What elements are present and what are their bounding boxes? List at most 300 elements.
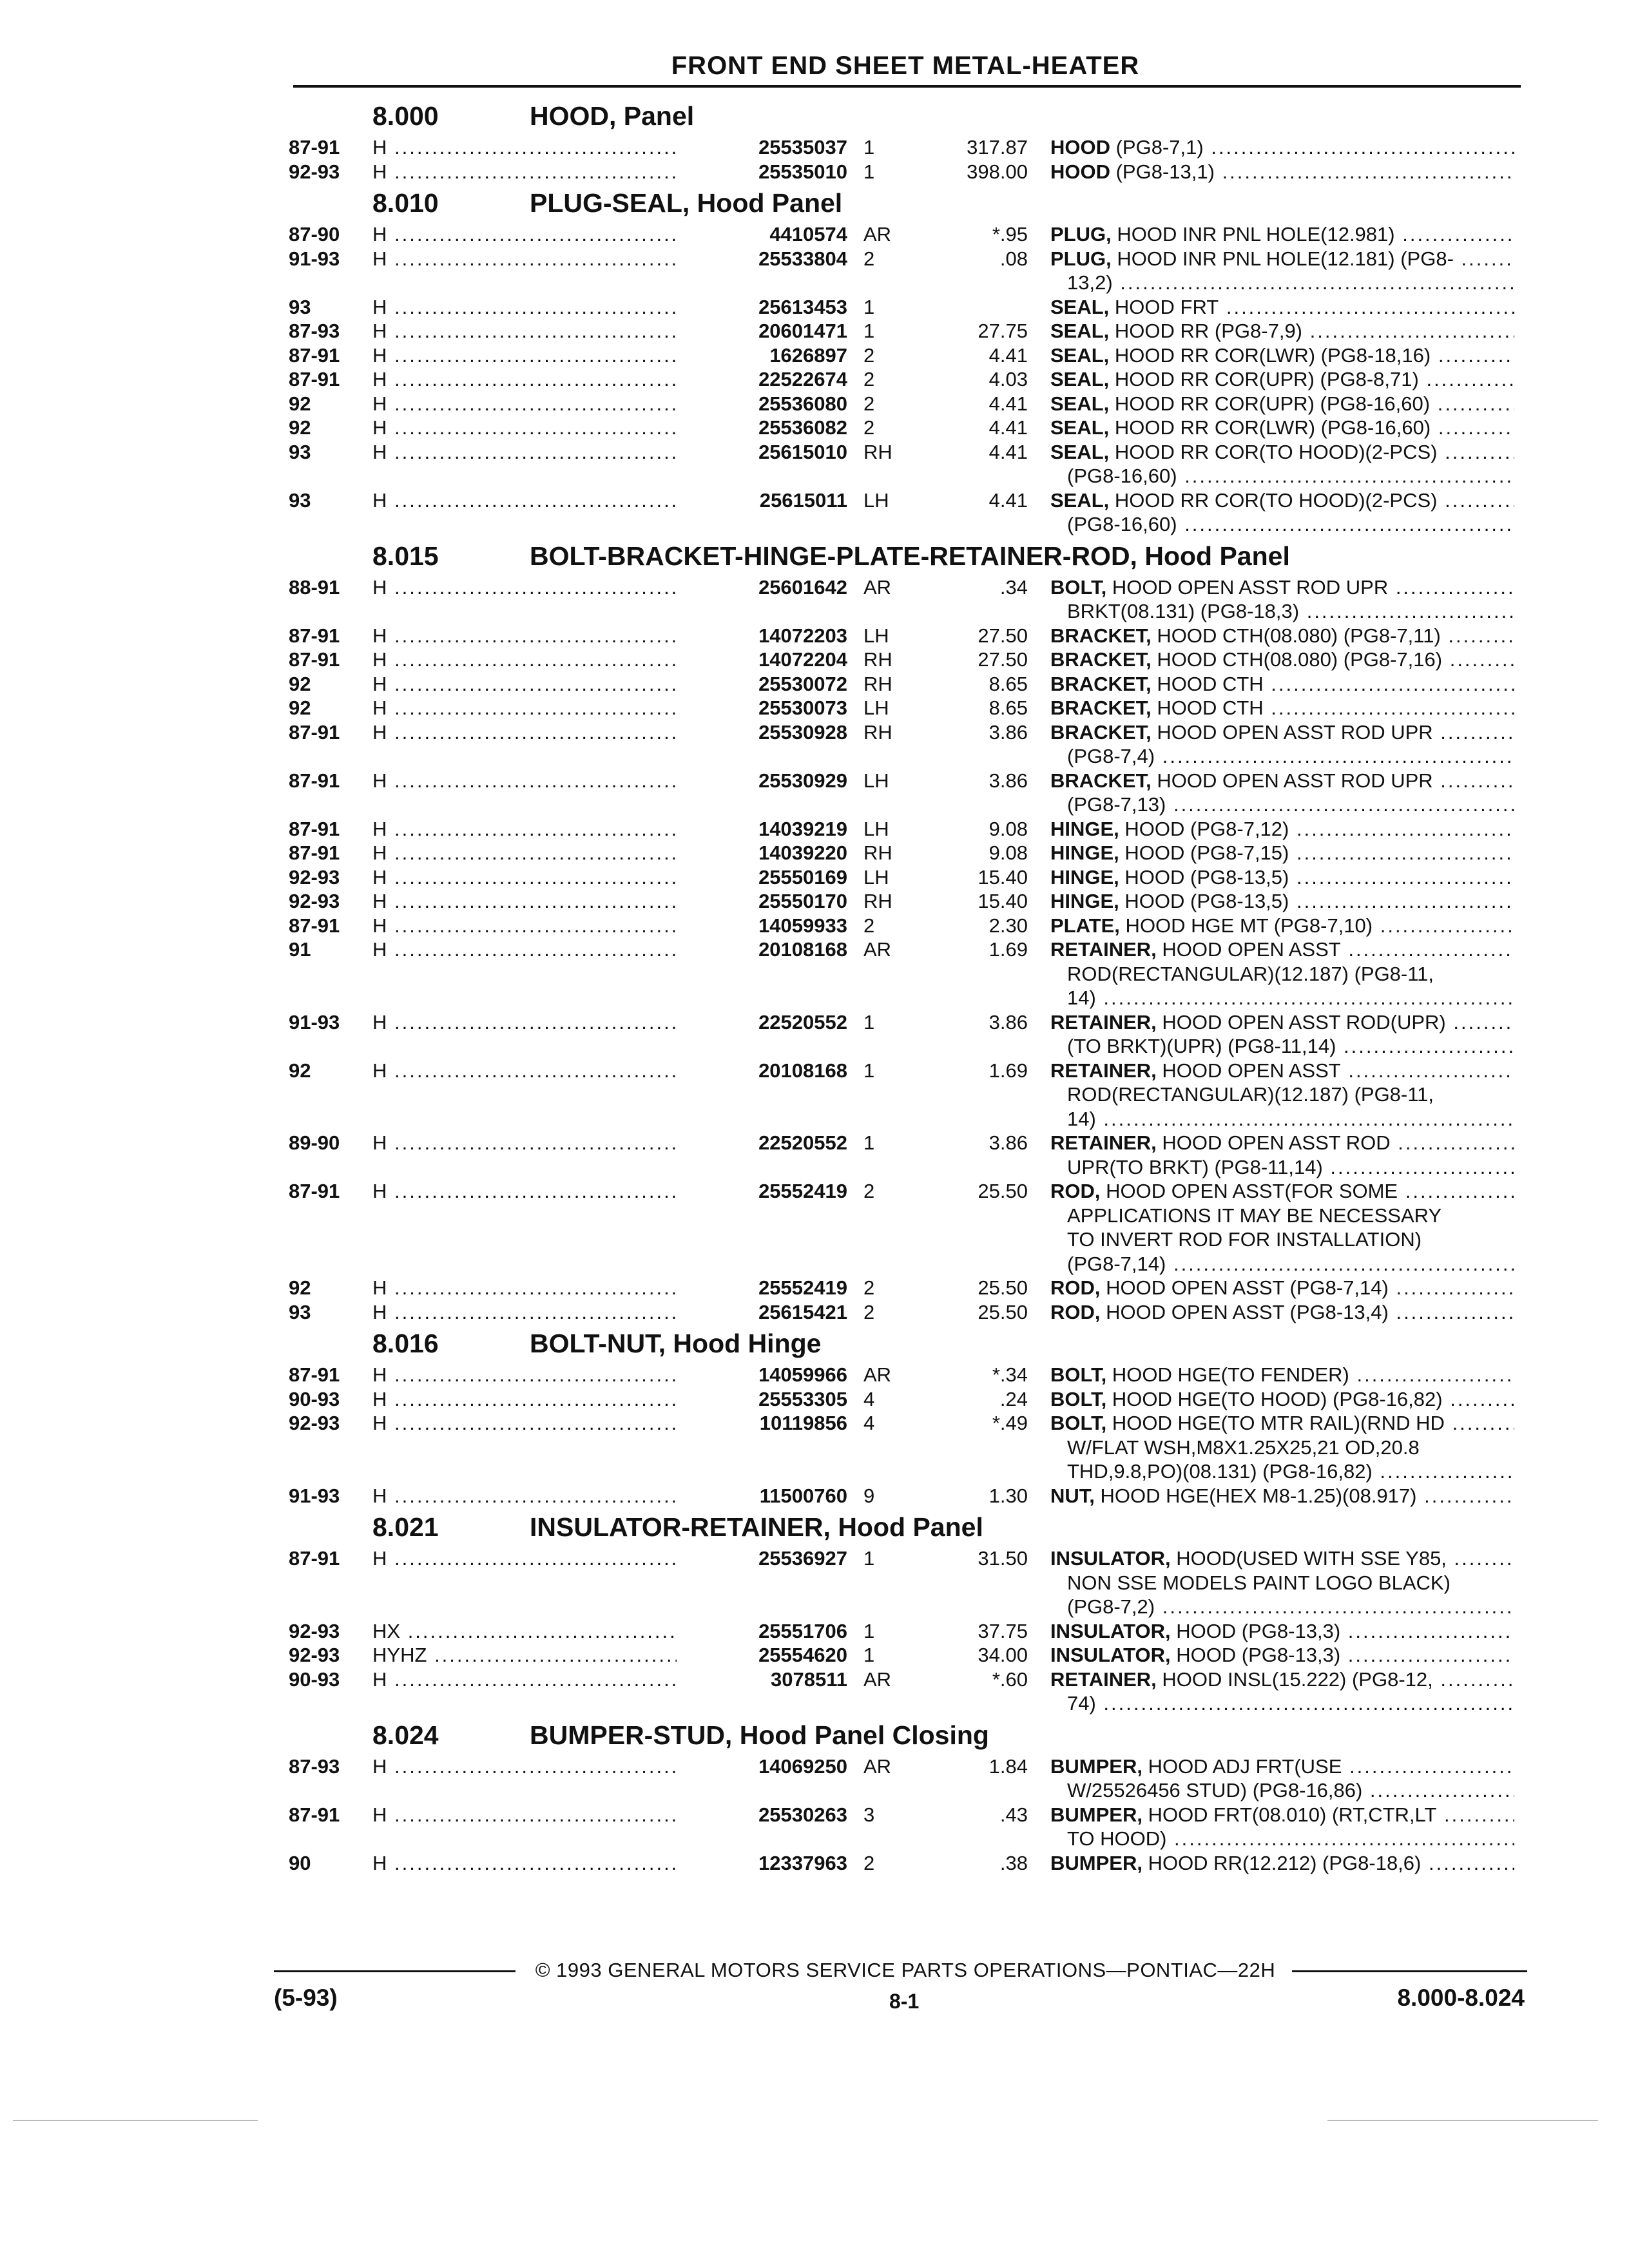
part-description — [1050, 841, 1514, 865]
quantity: 2 — [863, 247, 875, 270]
part-row — [0, 1667, 1629, 1692]
body-style: H ..... — [372, 1546, 724, 1571]
section-range: 8.000-8.024 — [1397, 1984, 1525, 2011]
part-description-text: HOOD OPEN ASST — [1156, 938, 1341, 961]
model-years: 92 — [289, 697, 311, 719]
part-row-continuation — [0, 512, 1629, 537]
section-title: BUMPER-STUD, Hood Panel Closing — [530, 1720, 989, 1750]
part-name: BUMPER, — [1050, 1754, 1142, 1778]
part-row-continuation — [0, 1436, 1629, 1460]
part-name: PLATE, — [1050, 914, 1120, 937]
section-title: BOLT-BRACKET-HINGE-PLATE-RETAINER-ROD, Hood Panel — [530, 541, 1290, 571]
part-description — [1050, 937, 1514, 962]
model-years: 89-90 — [289, 1131, 340, 1154]
part-name: RETAINER, — [1050, 1010, 1157, 1033]
quantity: 2 — [863, 1300, 875, 1323]
part-number: 14069250 — [677, 1754, 847, 1779]
price: 27.50 — [978, 624, 1028, 647]
part-row — [0, 1131, 1629, 1155]
model-years: 87-91 — [289, 914, 340, 937]
price: 8.65 — [988, 697, 1028, 719]
price: 25.50 — [978, 1180, 1028, 1202]
model-years: 91 — [289, 938, 311, 961]
price: 1.30 — [988, 1484, 1028, 1507]
model-years: 91-93 — [289, 1484, 340, 1507]
model-years: 90-93 — [289, 1387, 340, 1410]
section-header — [0, 184, 1629, 222]
part-row — [0, 817, 1629, 841]
part-description — [1050, 1484, 1514, 1508]
part-row-continuation — [0, 1571, 1629, 1595]
section-number: 8.021 — [372, 1512, 439, 1542]
part-description-continued: W/FLAT WSH,M8X1.25X25,21 OD,20.8 — [1067, 1436, 1420, 1459]
part-number: 25552419 — [677, 1179, 847, 1204]
part-row-continuation — [0, 986, 1629, 1010]
part-row — [0, 575, 1629, 600]
part-number: 14039220 — [677, 841, 847, 865]
part-description — [1050, 672, 1514, 697]
part-description-continued: 14) ..... — [1067, 1107, 1514, 1131]
price: 31.50 — [978, 1547, 1028, 1570]
part-name: HOOD — [1050, 160, 1110, 183]
price: 37.75 — [978, 1619, 1028, 1642]
model-years: 87-91 — [289, 817, 340, 840]
part-name: BRACKET, — [1050, 672, 1152, 695]
quantity: AR — [863, 938, 892, 961]
part-number: 14059933 — [677, 914, 847, 938]
part-description-continued: TO HOOD) ..... — [1067, 1827, 1514, 1851]
quantity: 1 — [863, 1547, 875, 1570]
part-row — [0, 367, 1629, 392]
part-row-continuation — [0, 1227, 1629, 1252]
part-description — [1050, 1387, 1514, 1412]
body-style: H ..... — [372, 160, 724, 184]
body-style: H ..... — [372, 222, 724, 247]
part-row — [0, 865, 1629, 890]
price: 1.69 — [988, 1059, 1028, 1082]
quantity: 1 — [863, 295, 875, 318]
part-number: 25536927 — [677, 1546, 847, 1571]
part-row — [0, 648, 1629, 672]
model-years: 92-93 — [289, 865, 340, 889]
quantity: 2 — [863, 392, 875, 415]
part-row-continuation — [0, 1691, 1629, 1716]
body-style: H ..... — [372, 1484, 724, 1508]
part-number: 25550169 — [677, 865, 847, 890]
part-description-continued: ROD(RECTANGULAR)(12.187) (PG8-11, — [1067, 962, 1434, 985]
quantity: LH — [863, 769, 889, 792]
part-description-continued: THD,9.8,PO)(08.131) (PG8-16,82) ..... — [1067, 1459, 1514, 1484]
quantity: 1 — [863, 1059, 875, 1082]
part-row — [0, 1643, 1629, 1667]
part-description-continued: BRKT(08.131) (PG8-18,3) ..... — [1067, 599, 1514, 624]
part-description-continued: (PG8-7,13) ..... — [1067, 793, 1514, 817]
price: 4.41 — [988, 488, 1028, 512]
part-description-text: HOOD (PG8-13,5) — [1119, 890, 1289, 912]
part-description — [1050, 135, 1514, 160]
part-description-text: HOOD CTH — [1151, 672, 1264, 695]
part-row — [0, 247, 1629, 271]
quantity: 2 — [863, 1851, 875, 1874]
part-description — [1050, 1363, 1514, 1387]
part-description — [1050, 1300, 1514, 1325]
price: 4.41 — [988, 416, 1028, 439]
part-description — [1050, 624, 1514, 648]
section-title: HOOD, Panel — [530, 101, 695, 131]
model-years: 87-91 — [289, 720, 340, 744]
price: 9.08 — [988, 817, 1028, 840]
part-name: HINGE, — [1050, 841, 1119, 864]
model-years: 92 — [289, 672, 311, 695]
body-style: H ..... — [372, 1667, 724, 1692]
model-years: 92-93 — [289, 1644, 340, 1666]
price: 4.41 — [988, 392, 1028, 415]
part-row-continuation — [0, 1204, 1629, 1228]
body-style: H ..... — [372, 488, 724, 513]
part-row-continuation — [0, 1778, 1629, 1803]
quantity: 1 — [863, 1010, 875, 1033]
part-row-continuation — [0, 744, 1629, 769]
part-description-text: HOOD HGE(TO HOOD) (PG8-16,82) — [1106, 1387, 1443, 1410]
body-style: H ..... — [372, 1276, 724, 1300]
section-title: PLUG-SEAL, Hood Panel — [530, 188, 843, 218]
part-name: ROD, — [1050, 1276, 1101, 1299]
part-row-continuation — [0, 1827, 1629, 1851]
part-name: BOLT, — [1050, 1412, 1107, 1434]
part-number: 25615011 — [677, 488, 847, 513]
part-description — [1050, 1667, 1514, 1692]
model-years: 87-91 — [289, 769, 340, 792]
part-description-text: HOOD (PG8-13,3) — [1170, 1644, 1341, 1666]
price: 3.86 — [988, 769, 1028, 792]
part-number: 25552419 — [677, 1276, 847, 1300]
part-description — [1050, 575, 1514, 600]
part-description — [1050, 1276, 1514, 1300]
model-years: 87-91 — [289, 1803, 340, 1826]
part-number: 20108168 — [677, 1059, 847, 1083]
part-description — [1050, 769, 1514, 793]
price: 317.87 — [967, 136, 1028, 159]
part-name: BRACKET, — [1050, 624, 1152, 647]
part-description — [1050, 720, 1514, 745]
body-style: H ..... — [372, 319, 724, 343]
part-description-continued: (PG8-16,60) ..... — [1067, 512, 1514, 537]
part-row-continuation — [0, 1252, 1629, 1276]
part-row — [0, 1059, 1629, 1083]
price: 4.41 — [988, 440, 1028, 463]
part-description-text: HOOD(USED WITH SSE Y85, — [1170, 1547, 1447, 1570]
date-code: (5-93) — [274, 1984, 338, 2011]
part-description-continued: 14) ..... — [1067, 986, 1514, 1010]
part-name: PLUG, — [1050, 247, 1112, 270]
part-name: BUMPER, — [1050, 1851, 1142, 1874]
body-style: H ..... — [372, 889, 724, 914]
model-years: 92-93 — [289, 890, 340, 912]
part-name: SEAL, — [1050, 392, 1110, 415]
part-row — [0, 295, 1629, 320]
part-row — [0, 1300, 1629, 1325]
part-row — [0, 696, 1629, 720]
price: 25.50 — [978, 1276, 1028, 1299]
body-style: H ..... — [372, 1059, 724, 1083]
quantity: 3 — [863, 1803, 875, 1826]
model-years: 92 — [289, 392, 311, 415]
part-row-continuation — [0, 1595, 1629, 1619]
model-years: 91-93 — [289, 247, 340, 270]
part-name: INSULATOR, — [1050, 1619, 1171, 1642]
body-style: H ..... — [372, 769, 724, 793]
part-row — [0, 1179, 1629, 1204]
part-row-continuation — [0, 464, 1629, 488]
part-row — [0, 1803, 1629, 1827]
part-row — [0, 416, 1629, 440]
part-row — [0, 1484, 1629, 1508]
price: 8.65 — [988, 672, 1028, 695]
part-description — [1050, 392, 1514, 416]
body-style: H ..... — [372, 937, 724, 962]
price: 3.86 — [988, 720, 1028, 744]
part-name: ROD, — [1050, 1300, 1101, 1323]
part-row — [0, 672, 1629, 697]
part-name: HINGE, — [1050, 817, 1119, 840]
price: .24 — [999, 1387, 1028, 1410]
part-description-continued: ROD(RECTANGULAR)(12.187) (PG8-11, — [1067, 1083, 1434, 1106]
part-row — [0, 1387, 1629, 1412]
page-title: FRONT END SHEET METAL-HEATER — [671, 52, 1140, 80]
quantity: LH — [863, 817, 889, 840]
part-number: 25551706 — [677, 1619, 847, 1644]
body-style: H ..... — [372, 696, 724, 720]
price: 3.86 — [988, 1131, 1028, 1154]
body-style: H ..... — [372, 817, 724, 841]
quantity: 4 — [863, 1387, 875, 1410]
part-row-continuation — [0, 1034, 1629, 1059]
quantity: RH — [863, 890, 892, 912]
part-description — [1050, 440, 1514, 465]
part-description-text: (PG8-7,1) — [1110, 136, 1204, 159]
body-style: H ..... — [372, 392, 724, 416]
part-name: SEAL, — [1050, 320, 1110, 342]
model-years: 90-93 — [289, 1667, 340, 1691]
quantity: LH — [863, 488, 889, 512]
part-row — [0, 914, 1629, 938]
price: 398.00 — [967, 160, 1028, 183]
part-description-continued: NON SSE MODELS PAINT LOGO BLACK) — [1067, 1571, 1451, 1594]
part-description — [1050, 1851, 1514, 1876]
model-years: 87-91 — [289, 841, 340, 864]
part-description-text: (PG8-13,1) — [1110, 160, 1215, 183]
scan-artifact — [13, 2120, 258, 2121]
model-years: 91-93 — [289, 1010, 340, 1033]
part-number: 25613453 — [677, 295, 847, 320]
quantity: 2 — [863, 343, 875, 367]
part-description-continued: (PG8-16,60) ..... — [1067, 464, 1514, 488]
model-years: 93 — [289, 440, 311, 463]
copyright-notice: © 1993 GENERAL MOTORS SERVICE PARTS OPERATIONS—PONTIAC—22H — [535, 1959, 1276, 1981]
part-name: BRACKET, — [1050, 769, 1152, 792]
part-row-continuation — [0, 962, 1629, 986]
section-header — [0, 537, 1629, 575]
part-description-text: HOOD RR COR(UPR) (PG8-16,60) — [1109, 392, 1431, 415]
part-number: 11500760 — [677, 1484, 847, 1508]
model-years: 93 — [289, 295, 311, 318]
part-name: HOOD — [1050, 136, 1110, 159]
price: 27.50 — [978, 648, 1028, 671]
part-name: RETAINER, — [1050, 1059, 1157, 1082]
part-name: SEAL, — [1050, 416, 1110, 439]
body-style: H ..... — [372, 367, 724, 392]
part-description — [1050, 1546, 1514, 1571]
part-row — [0, 769, 1629, 793]
part-description — [1050, 1643, 1514, 1667]
part-number: 20601471 — [677, 319, 847, 343]
body-style: H ..... — [372, 672, 724, 697]
model-years: 87-93 — [289, 320, 340, 342]
part-row — [0, 1363, 1629, 1387]
part-name: PLUG, — [1050, 223, 1112, 245]
part-number: 1626897 — [677, 343, 847, 368]
model-years: 92-93 — [289, 1619, 340, 1642]
part-description — [1050, 1754, 1514, 1779]
part-description-text: HOOD INSL(15.222) (PG8-12, — [1156, 1667, 1433, 1691]
quantity: AR — [863, 1754, 892, 1778]
part-number: 25615010 — [677, 440, 847, 465]
model-years: 87-91 — [289, 1363, 340, 1386]
part-description — [1050, 889, 1514, 914]
part-number: 25536082 — [677, 416, 847, 440]
part-description-text: HOOD ADJ FRT(USE — [1142, 1754, 1342, 1778]
price: 2.30 — [988, 914, 1028, 937]
part-row-continuation — [0, 1155, 1629, 1180]
part-name: RETAINER, — [1050, 1667, 1157, 1691]
part-row — [0, 937, 1629, 962]
part-description-text: HOOD RR COR(LWR) (PG8-16,60) — [1109, 416, 1431, 439]
body-style: H ..... — [372, 1131, 724, 1155]
part-description — [1050, 1059, 1514, 1083]
model-years: 92 — [289, 1276, 311, 1299]
part-row — [0, 222, 1629, 247]
part-name: INSULATOR, — [1050, 1547, 1171, 1570]
price: .34 — [999, 575, 1028, 599]
quantity: 1 — [863, 136, 875, 159]
part-row — [0, 440, 1629, 465]
part-name: SEAL, — [1050, 343, 1110, 367]
part-description-text: HOOD FRT — [1109, 295, 1219, 318]
body-style: HX ..... — [372, 1619, 724, 1644]
part-name: RETAINER, — [1050, 1131, 1157, 1154]
body-style: H ..... — [372, 841, 724, 865]
section-header — [0, 1716, 1629, 1754]
part-number: 25533804 — [677, 247, 847, 271]
model-years: 92 — [289, 1059, 311, 1082]
body-style: H ..... — [372, 1754, 724, 1779]
part-name: HINGE, — [1050, 865, 1119, 889]
quantity: RH — [863, 841, 892, 864]
quantity: 1 — [863, 320, 875, 342]
model-years: 87-91 — [289, 624, 340, 647]
body-style: H ..... — [372, 135, 724, 160]
part-description-continued: (PG8-7,14) ..... — [1067, 1252, 1514, 1276]
quantity: LH — [863, 865, 889, 889]
body-style: H ..... — [372, 1363, 724, 1387]
part-description-text: HOOD OPEN ASST — [1156, 1059, 1341, 1082]
part-description-text: HOOD OPEN ASST ROD UPR — [1151, 720, 1433, 744]
section-title: INSULATOR-RETAINER, Hood Panel — [530, 1512, 983, 1542]
part-description-text: HOOD CTH(08.080) (PG8-7,11) — [1151, 624, 1441, 647]
part-row — [0, 135, 1629, 160]
quantity: AR — [863, 223, 892, 245]
section-header — [0, 1508, 1629, 1546]
part-name: BRACKET, — [1050, 697, 1152, 719]
model-years: 93 — [289, 1300, 311, 1323]
quantity: LH — [863, 624, 889, 647]
quantity: AR — [863, 575, 892, 599]
part-description-text: HOOD RR (PG8-7,9) — [1109, 320, 1303, 342]
quantity: 2 — [863, 368, 875, 390]
part-row — [0, 1851, 1629, 1876]
part-number: 25530928 — [677, 720, 847, 745]
part-number: 14072204 — [677, 648, 847, 672]
part-description-continued: (PG8-7,4) ..... — [1067, 744, 1514, 769]
price: 1.84 — [988, 1754, 1028, 1778]
part-number: 25536080 — [677, 392, 847, 416]
model-years: 87-91 — [289, 368, 340, 390]
part-name: BUMPER, — [1050, 1803, 1142, 1826]
part-description-continued: 74) ..... — [1067, 1691, 1514, 1716]
price: 27.75 — [978, 320, 1028, 342]
part-description-continued: (TO BRKT)(UPR) (PG8-11,14) ..... — [1067, 1034, 1514, 1059]
part-description — [1050, 1803, 1514, 1827]
part-description-text: HOOD HGE(TO MTR RAIL)(RND HD — [1106, 1412, 1445, 1434]
body-style: HYHZ ..... — [372, 1643, 724, 1667]
part-description-text: HOOD RR(12.212) (PG8-18,6) — [1142, 1851, 1422, 1874]
part-number: 22520552 — [677, 1010, 847, 1035]
body-style: H ..... — [372, 865, 724, 890]
part-description — [1050, 1179, 1514, 1204]
body-style: H ..... — [372, 1803, 724, 1827]
quantity: 2 — [863, 1180, 875, 1202]
part-row — [0, 624, 1629, 648]
section-header — [0, 1324, 1629, 1363]
part-number: 12337963 — [677, 1851, 847, 1876]
body-style: H ..... — [372, 575, 724, 600]
body-style: H ..... — [372, 416, 724, 440]
quantity: RH — [863, 720, 892, 744]
part-number: 25535037 — [677, 135, 847, 160]
part-number: 22522674 — [677, 367, 847, 392]
part-name: ROD, — [1050, 1180, 1101, 1202]
part-name: BOLT, — [1050, 575, 1107, 599]
parts-catalog-table — [0, 97, 1629, 1875]
section-number: 8.010 — [372, 188, 439, 218]
part-row — [0, 1411, 1629, 1436]
body-style: H ..... — [372, 1411, 724, 1436]
part-description-text: HOOD (PG8-7,15) — [1119, 841, 1289, 864]
part-number: 14072203 — [677, 624, 847, 648]
part-description — [1050, 1619, 1514, 1644]
section-number: 8.000 — [372, 101, 439, 131]
part-description-text: HOOD HGE(HEX M8-1.25)(08.917) — [1094, 1484, 1417, 1507]
body-style: H ..... — [372, 624, 724, 648]
part-description-continued: 13,2) ..... — [1067, 271, 1514, 295]
part-description — [1050, 648, 1514, 672]
part-description — [1050, 367, 1514, 392]
part-description-text: HOOD CTH(08.080) (PG8-7,16) — [1151, 648, 1443, 671]
part-description — [1050, 222, 1514, 247]
price: *.34 — [992, 1363, 1028, 1386]
part-description-text: HOOD OPEN ASST ROD UPR — [1151, 769, 1433, 792]
part-row-continuation — [0, 793, 1629, 817]
